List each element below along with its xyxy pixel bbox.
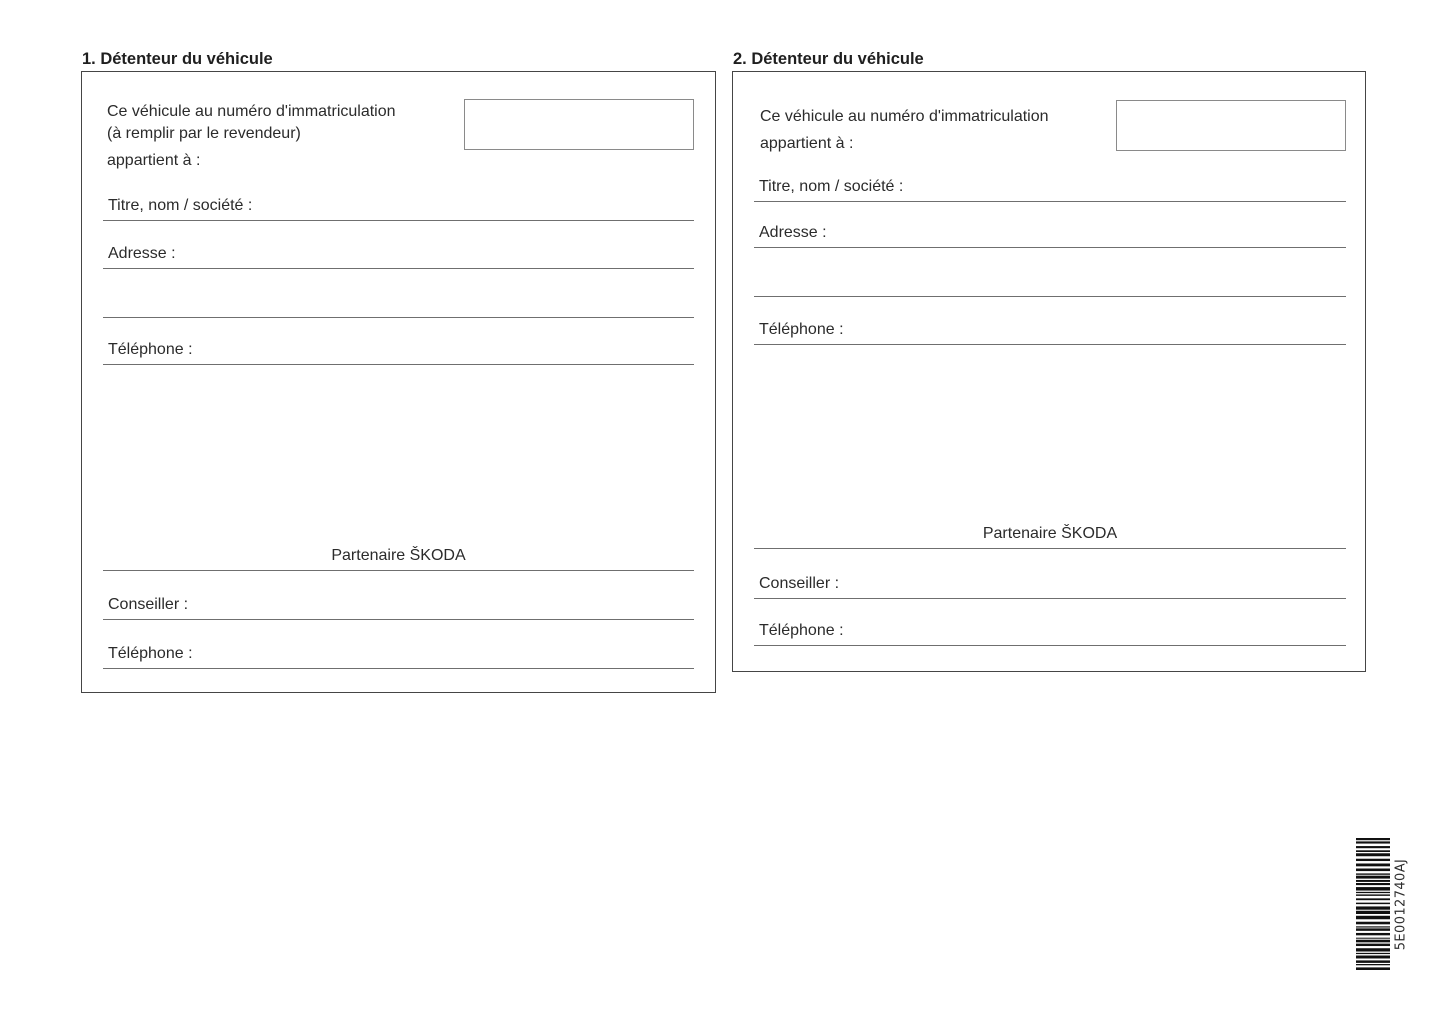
owner-1-partner-phone-label: Téléphone : [108, 645, 193, 662]
owner-box-1 [81, 71, 716, 693]
owner-1-intro [107, 101, 457, 172]
owner-1-name-label: Titre, nom / société : [108, 197, 253, 214]
owner-2-intro [760, 106, 1110, 155]
owner-1-address-label: Adresse : [108, 245, 176, 262]
owner-2-address-label: Adresse : [759, 224, 827, 241]
owner-1-phone-field [103, 329, 694, 365]
barcode-image [1356, 838, 1390, 970]
owner-1-intro-line-2: (à remplir par le revendeur) [107, 125, 301, 142]
owner-1-partner-field [103, 535, 694, 571]
owner-1-intro-line-1: Ce véhicule au numéro d'immatriculation [107, 103, 396, 120]
owner-2-registration-number-box [1116, 100, 1346, 151]
owner-2-name-field [754, 166, 1346, 202]
owner-1-intro-line-3: appartient à : [107, 152, 201, 169]
owner-2-intro-line-2: appartient à : [760, 135, 854, 152]
owner-2-phone-field [754, 309, 1346, 345]
owner-1-advisor-field [103, 584, 694, 620]
barcode [1356, 838, 1390, 970]
owner-1-address-field [103, 233, 694, 269]
owner-box-2 [732, 71, 1366, 672]
owner-1-registration-number-box [464, 99, 694, 150]
owner-2-partner-label: Partenaire ŠKODA [982, 525, 1118, 542]
section-1-heading: 1. Détenteur du véhicule [82, 50, 273, 68]
section-2-heading: 2. Détenteur du véhicule [733, 50, 924, 68]
owner-2-intro-line-1: Ce véhicule au numéro d'immatriculation [760, 108, 1049, 125]
owner-2-address-extra-line [754, 261, 1346, 297]
owner-1-address-extra-line [103, 282, 694, 318]
barcode-text: 5E0012740AJ [1393, 858, 1409, 950]
owner-1-advisor-label: Conseiller : [108, 596, 189, 613]
owner-2-advisor-label: Conseiller : [759, 575, 840, 592]
owner-1-partner-phone-field [103, 633, 694, 669]
owner-2-name-label: Titre, nom / société : [759, 178, 904, 195]
owner-1-partner-label: Partenaire ŠKODA [331, 547, 466, 564]
owner-2-address-field [754, 212, 1346, 248]
owner-2-partner-phone-field [754, 610, 1346, 646]
owner-2-advisor-field [754, 563, 1346, 599]
owner-2-phone-label: Téléphone : [759, 321, 844, 338]
owner-2-partner-field [754, 513, 1346, 549]
owner-1-name-field [103, 185, 694, 221]
owner-2-partner-phone-label: Téléphone : [759, 622, 844, 639]
owner-1-phone-label: Téléphone : [108, 341, 193, 358]
